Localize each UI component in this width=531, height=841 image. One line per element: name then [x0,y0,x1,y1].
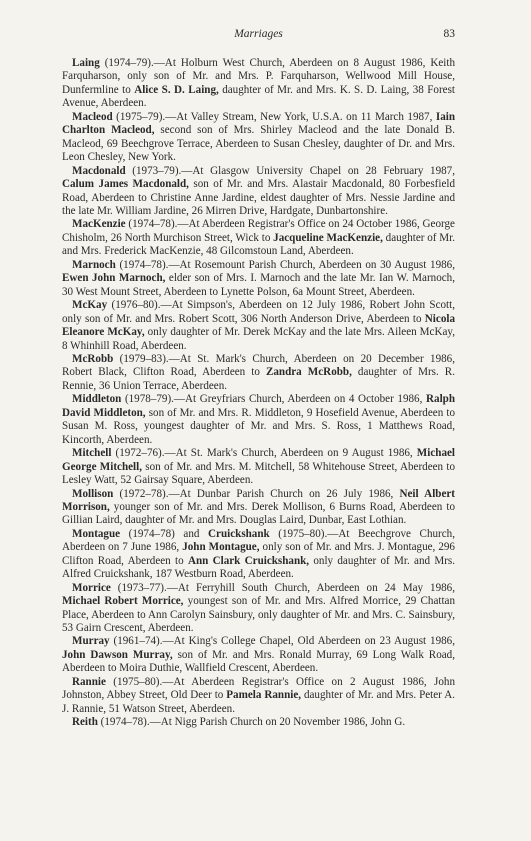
running-title: Marriages [234,28,283,40]
entry-name: Nicola Eleanore McKay, [62,312,455,339]
marriage-entry [62,353,455,393]
entry-text: son of Mr. and Mrs. R. Middleton, 9 Hosefield Avenue, Aberdeen to Susan M. Ross, youngest daughter of Mr. and Mrs. S. Ross, 1 Matthews Road, Kincorth, Aberdeen. [62,406,455,446]
entry-text: (1975–79).—At Valley Stream, New York, U.S.A. on 11 March 1987, [112,110,436,123]
entry-text: only daughter of Mr. and Mrs. Alfred Cruickshank, 187 Westburn Road, Aberdeen. [62,554,455,581]
entry-name: Laing [72,57,100,69]
marriage-entry [62,111,455,165]
marriage-entry [62,218,455,258]
entry-name: Zandra McRobb, [265,366,352,379]
entry-name: Mitchell [72,447,112,460]
entry-name: Reith [72,716,98,729]
entry-text: (1974–78) and [120,527,209,540]
entry-text: (1978–79).—At Greyfriars Church, Aberdeen on 4 October 1986, [121,393,427,406]
entry-name: Macdonald [72,164,126,177]
entry-name: McRobb [72,352,114,365]
entry-name: Iain Charlton Macleod, [62,110,455,137]
entry-text: son of Mr. and Mrs. Ronald Murray, 69 Long Walk Road, Aberdeen to Moira Duthie, Wallfield Crescent, Aberdeen. [62,648,455,675]
entry-name: Rannie [72,675,106,688]
entry-name: Morrice [72,581,111,594]
marriage-entry [62,259,455,299]
entry-text: elder son of Mrs. I. Marnoch and the late Mr. Ian W. Marnoch, 30 West Mount Street, Aberdeen to Lynette Polson, 6a Mount Street, Aberdeen. [62,272,456,298]
entry-text: (1974–78).—At Aberdeen Registrar's Office on 24 October 1986, George Chisholm, 26 North Murchison Street, Wick to [62,218,455,244]
entry-text: only son of Mr. and Mrs. J. Montague, 296 Clifton Road, Aberdeen to [62,541,455,567]
entry-text: daughter of Mr. and Mrs. K. S. D. Laing, 38 Forest Avenue, Aberdeen. [62,83,455,110]
entry-text: (1974–78).—At Rosemount Parish Church, Aberdeen on 30 August 1986, [115,258,455,271]
entry-text: (1976–80).—At Simpson's, Aberdeen on 12 July 1986, Robert John Scott, only son of Mr. and Mrs. Robert Scott, 306 North Anderson Drive, Aberdeen to [62,299,455,325]
entry-text: second son of Mrs. Shirley Macleod and the late Donald B. Macleod, 69 Beechgrove Terrace, Aberdeen to Susan Chesley, daughter of Dr. and Mrs. Leon Chesley, New York. [62,124,456,164]
marriage-entry [62,165,455,219]
entry-name: Mollison [72,487,114,500]
marriage-entry [62,676,455,716]
entry-name: John Montague, [182,541,260,554]
entry-name: Alice S. D. Laing, [134,83,219,96]
entry-text: (1972–78).—At Dunbar Parish Church on 26 July 1986, [113,487,400,500]
entry-text: (1973–77).—At Ferryhill South Church, Aberdeen on 24 May 1986, [110,581,455,594]
entry-name: Calum James Macdonald, [62,178,189,191]
entry-text: (1979–83).—At St. Mark's Church, Aberdeen on 20 December 1986, Robert Black, Clifton Road, Aberdeen to [62,352,455,379]
entry-name: Jacqueline MacKenzie, [273,231,383,244]
entry-text: (1975–80).—At Beechgrove Church, Aberdeen on 7 June 1986, [62,527,455,554]
entry-name: Middleton [72,393,122,406]
entry-text: son of Mr. and Mrs. M. Mitchell, 58 Whitehouse Street, Aberdeen to Lesley Watt, 52 Gairsay Square, Aberdeen. [62,460,455,487]
entry-text: daughter of Mrs. R. Rennie, 36 Union Terrace, Aberdeen. [62,366,455,392]
entry-name: Michael Robert Morrice, [62,595,184,608]
marriage-entry [62,393,455,447]
marriage-entry [62,447,455,487]
marriage-entry [62,57,455,111]
entry-name: Macleod [72,110,113,123]
marriage-entry [62,635,455,675]
entry-name: Cruickshank [208,527,270,540]
marriage-entry [62,528,455,582]
entry-name: Ewen John Marnoch, [62,272,166,285]
entry-text: (1972–76).—At St. Mark's Church, Aberdeen on 9 August 1986, [111,447,417,460]
entry-text: daughter of Mr. and Mrs. Frederick MacKenzie, 48 Gilcomstoun Land, Aberdeen. [62,231,455,258]
entry-text: daughter of Mr. and Mrs. Peter A. J. Rannie, 51 Watson Street, Aberdeen. [62,689,455,715]
marriage-entry [62,716,455,729]
marriage-entry [62,582,455,636]
entry-text: youngest son of Mr. and Mrs. Alfred Morrice, 29 Chattan Place, Aberdeen to Ann Carolyn Sainsbury, only daughter of Mr. and Mrs. C. Sainsbury, 53 Gairn Crescent, Aberdeen. [62,595,455,635]
marriage-entries [62,57,455,730]
entry-name: Montague [72,527,121,540]
page-header [62,28,455,44]
entry-text: only daughter of Mr. Derek McKay and the late Mrs. Aileen McKay, 8 Whinhill Road, Aberdeen. [62,326,455,352]
entry-name: Michael George Mitchell, [62,447,455,473]
entry-name: McKay [72,299,108,312]
entry-name: Neil Albert Morrison, [62,487,455,513]
entry-name: Murray [72,635,110,648]
entry-name: MacKenzie [72,218,126,231]
marriage-entry [62,299,455,353]
entry-text: (1973–79).—At Glasgow University Chapel on 28 February 1987, [125,164,455,177]
page-number: 83 [443,28,455,40]
entry-name: Marnoch [72,258,116,271]
entry-text: younger son of Mr. and Mrs. Derek Mollison, 6 Burns Road, Aberdeen to Gillian Laird, daughter of Mr. and Mrs. Douglas Laird, Dunbar, East Lothian. [62,500,455,527]
entry-text: (1975–80).—At Aberdeen Registrar's Office on 2 August 1986, John Johnston, Abbey Street, Old Deer to [62,675,455,702]
entry-text: son of Mr. and Mrs. Alastair Macdonald, 80 Forbesfield Road, Aberdeen to Christine Anne Jardine, eldest daughter of Mrs. Nessie Jardine and the late Mr. William Jardine, 26 Mirren Drive, Hardgate, Dunbartonshire. [62,178,456,217]
entry-name: Ralph David Middleton, [62,393,455,419]
entry-name: Pamela Rannie, [226,689,302,702]
marriage-entry [62,488,455,528]
entry-text: (1974–79).—At Holburn West Church, Aberdeen on 8 August 1986, Keith Farquharson, only son of Mr. and Mrs. P. Farquharson, Wellwood Mill House, Dunfermline to [62,57,455,96]
entry-name: John Dawson Murray, [62,648,173,661]
entry-name: Ann Clark Cruickshank, [187,554,310,567]
entry-text: (1974–78).—At Nigg Parish Church on 20 November 1986, John G. [97,716,406,729]
entry-text: (1961–74).—At King's College Chapel, Old Aberdeen on 23 August 1986, [109,635,455,648]
